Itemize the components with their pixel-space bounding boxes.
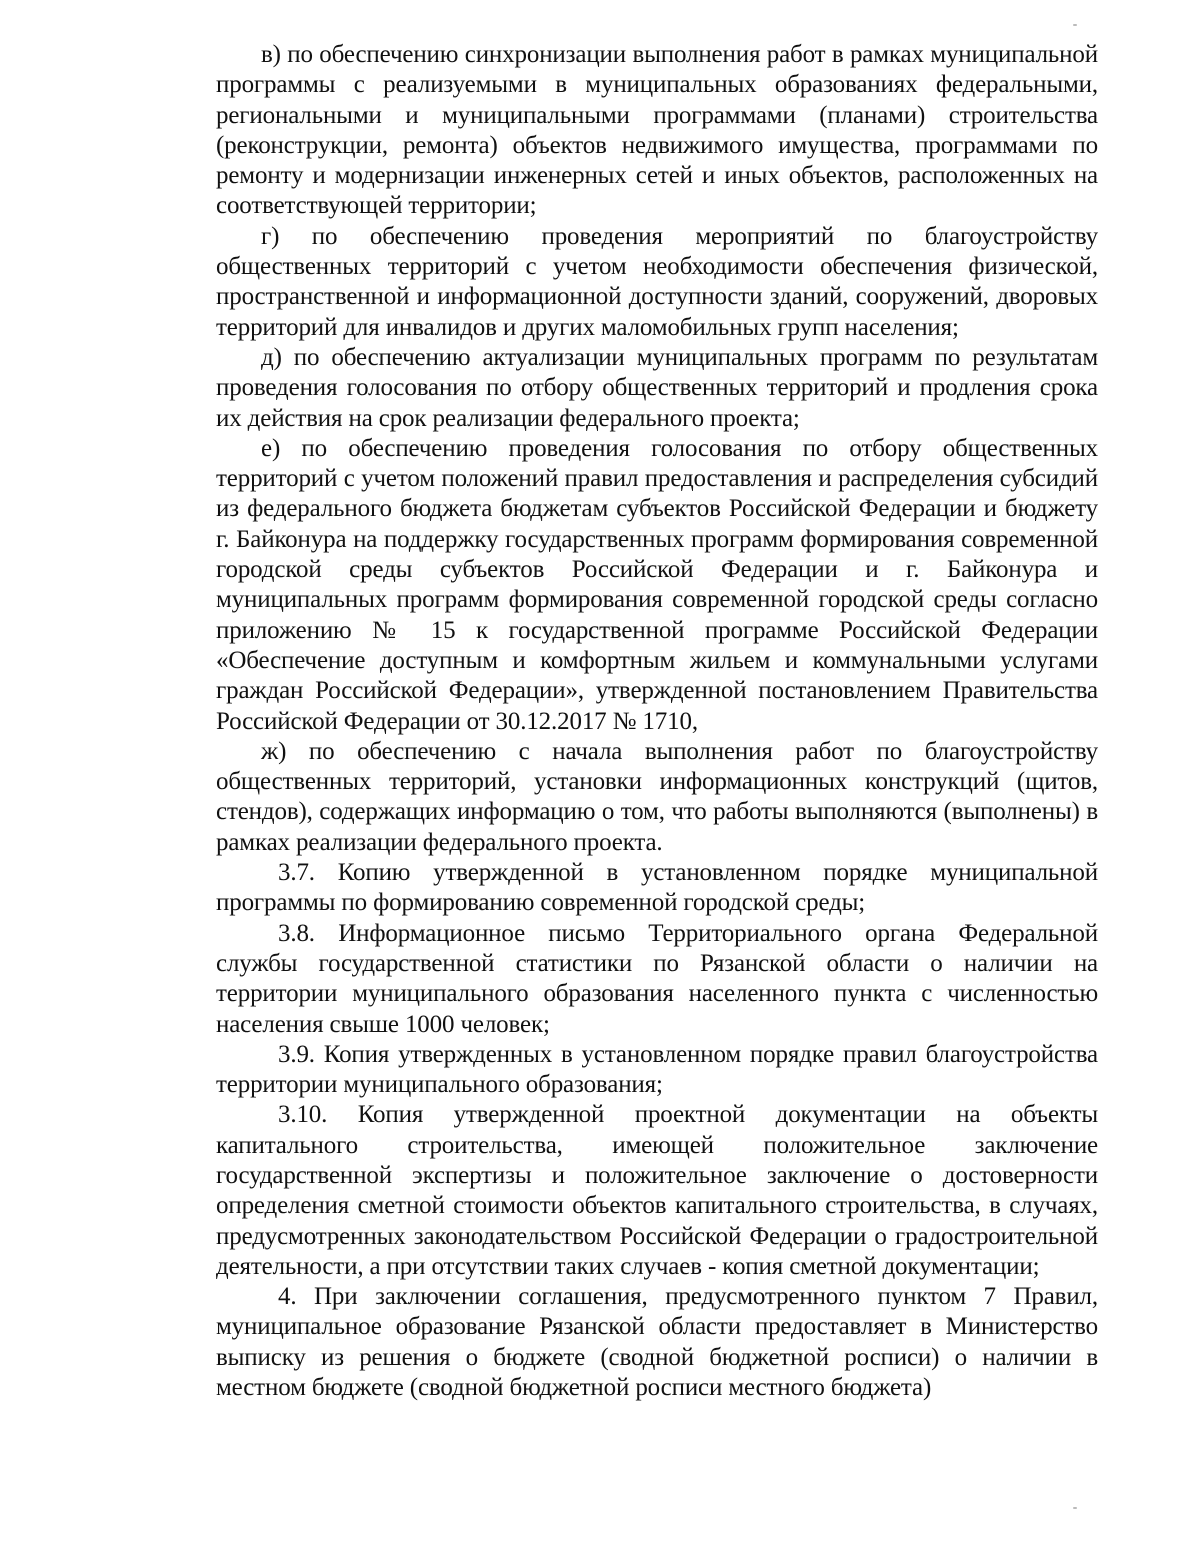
- paragraph-g: г) по обеспечению проведения мероприятий по благоустройству общественных территорий с учетом необходимости обеспечения физической, пространственной и информационной доступности зданий, сооружений, дворовых территорий для инвалидов и других маломобильных групп населения;: [216, 222, 1098, 341]
- document-body: [216, 40, 1098, 1403]
- paragraph-e: е) по обеспечению проведения голосования по отбору общественных территорий с учетом положений правил предоставления и распределения субсидий из федерального бюджета бюджетам субъектов Российской Федерации и бюджету г. Байконура на поддержку государственных программ формирования современной городской среды субъектов Российской Федерации и г. Байконура и муниципальных программ формирования современной городской среды согласно приложению № 15 к государственной программе Российской Федерации «Обеспечение доступным и комфортным жильем и коммунальными услугами граждан Российской Федерации», утвержденной постановлением Правительства Российской Федерации от 30.12.2017 № 1710,: [216, 434, 1098, 735]
- paragraph-4: 4. При заключении соглашения, предусмотренного пунктом 7 Правил, муниципальное образование Рязанской области предоставляет в Министерство выписку из решения о бюджете (сводной бюджетной росписи) о наличии в местном бюджете (сводной бюджетной росписи местного бюджета): [216, 1283, 1098, 1402]
- paragraph-3-8: 3.8. Информационное письмо Территориального органа Федеральной службы государственной статистики по Рязанской области о наличии на территории муниципального образования населенного пункта с численностью населения свыше 1000 человек;: [216, 919, 1098, 1038]
- paragraph-d: д) по обеспечению актуализации муниципальных программ по результатам проведения голосования по отбору общественных территорий и продления срока их действия на срок реализации федерального проекта;: [216, 343, 1098, 432]
- paragraph-3-9: 3.9. Копия утвержденных в установленном порядке правил благоустройства территории муниципального образования;: [216, 1040, 1098, 1099]
- paragraph-3-10: 3.10. Копия утвержденной проектной документации на объекты капитального строительства, имеющей положительное заключение государственной экспертизы и положительное заключение о достоверности определения сметной стоимости объектов капитального строительства, в случаях, предусмотренных законодательством Российской Федерации о градостроительной деятельности, а при отсутствии таких случаев - копия сметной документации;: [216, 1101, 1098, 1280]
- scan-speck: [1073, 24, 1077, 26]
- paragraph-3-7: 3.7. Копию утвержденной в установленном порядке муниципальной программы по формированию современной городской среды;: [216, 859, 1098, 917]
- paragraph-v: в) по обеспечению синхронизации выполнения работ в рамках муниципальной программы с реализуемыми в муниципальных образованиях федеральными, региональными и муниципальными программами (планами) строительства (реконструкции, ремонта) объектов недвижимого имущества, программами по ремонту и модернизации инженерных сетей и иных объектов, расположенных на соответствующей территории;: [216, 41, 1098, 220]
- scan-speck: [1073, 1507, 1077, 1509]
- paragraph-zh: ж) по обеспечению с начала выполнения работ по благоустройству общественных территорий, установки информационных конструкций (щитов, стендов), содержащих информацию о том, что работы выполняются (выполнены) в рамках реализации федерального проекта.: [216, 737, 1098, 856]
